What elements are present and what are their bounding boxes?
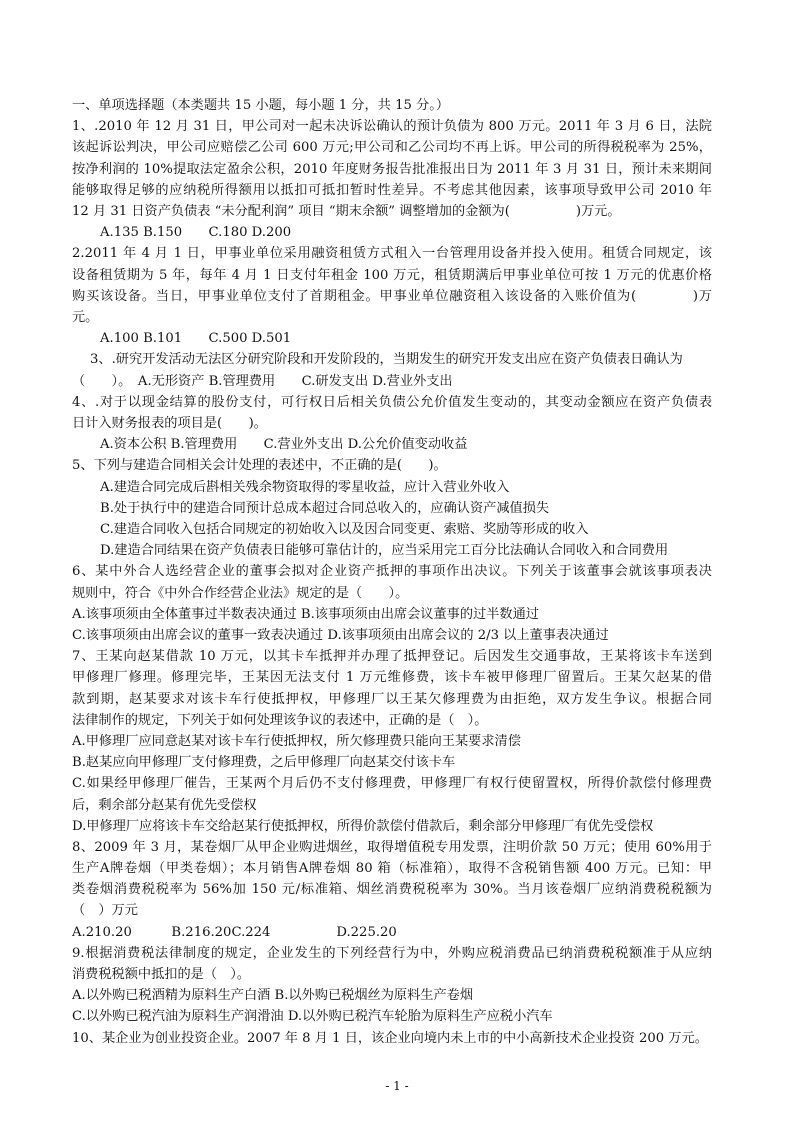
text-line: 12 月 31 日资产负债表 “未分配利润” 项目 “期末余额” 调整增加的金额为( )万元。 [72,203,621,219]
document-body [72,95,712,1049]
text-line: C.以外购已税汽油为原料生产润滑油 D.以外购已税汽车轮胎为原料生产应税小汽车 [72,1009,553,1025]
text-line: A.甲修理厂应同意赵某对该卡车行使抵押权，所欠修理费只能向王某要求清偿 [72,733,521,749]
text-line: 购买该设备。当日，甲事业单位支付了首期租金。甲事业单位融资租入该设备的入账价值为( )万 [72,288,712,304]
text-line: C.该事项须由出席会议的董事一致表决通过 D.该事项须由出席会议的 2/3 以上董事表决通过 [72,627,609,643]
text-line: 8、2009 年 3 月，某卷烟厂从甲企业购进烟丝，取得增值税专用发票，注明价款 50 万元；使用 60%用于 [72,839,712,855]
text-line: 规则中，符合《中外合作经营企业法》规定的是（ ）。 [72,585,409,601]
text-line: A.以外购已税酒精为原料生产白酒 B.以外购已税烟丝为原料生产卷烟 [72,988,474,1004]
text-line: C.建造合同收入包括合同规定的初始收入以及因合同变更、索赔、奖励等形成的收入 [100,521,589,537]
text-line: B.赵某应向甲修理厂支付修理费，之后甲修理厂向赵某交付该卡车 [72,755,456,771]
text-line: A.该事项须由全体董事过半数表决通过 B.该事项须由出席会议董事的过半数通过 [72,606,539,622]
text-line: 2.2011 年 4 月 1 日，甲事业单位采用融资租赁方式租入一台管理用设备并投入使用。租赁合同规定，该 [72,246,712,262]
text-line: 3、.研究开发活动无法区分研究阶段和开发阶段的，当期发生的研究开发支出应在资产负债表日确认为 [90,352,683,368]
text-line: 1、.2010 年 12 月 31 日，甲公司对一起未决诉讼确认的预计负债为 800 万元。2011 年 3 月 6 日，法院 [72,119,712,135]
text-line: 类卷烟消费税税率为 56%加 150 元/标准箱、烟丝消费税税率为 30%。当月该卷烟厂应纳消费税税额为 [72,882,712,898]
text-line: A.210.20 B.216.20C.224 D.225.20 [72,924,397,940]
text-line: 款到期，赵某要求对该卡车行使抵押权，甲修理厂以王某欠修理费为由拒绝，双方发生争议。根据合同 [72,691,712,707]
text-line: A.资本公积 B.管理费用 C.营业外支出 D.公允价值变动收益 [100,437,468,453]
text-line: 消费税税额中抵扣的是（ ）。 [72,967,251,983]
text-line: 元。 [72,309,99,325]
text-line: 一、单项选择题（本类题共 15 小题，每小题 1 分，共 15 分。） [72,98,450,113]
text-line: A.100 B.101 C.500 D.501 [100,331,292,347]
text-line: B.处于执行中的建造合同预计总成本超过合同总收入的，应确认资产减值损失 [100,500,550,516]
text-line: （ ）万元 [72,903,138,919]
text-line: 5、下列与建造合同相关会计处理的表述中，不正确的是( )。 [72,458,447,474]
text-line: A.135 B.150 C.180 D.200 [100,225,292,241]
text-line: D.甲修理厂应将该卡车交给赵某行使抵押权，所得价款偿付借款后，剩余部分甲修理厂有优先受偿权 [72,818,654,834]
text-line: 7、王某向赵某借款 10 万元，以其卡车抵押并办理了抵押登记。后因发生交通事故，王某将该卡车送到 [72,649,712,665]
text-line: 法律制作的规定，下列关于如何处理该争议的表述中，正确的是（ ）。 [72,712,488,728]
text-line: （ ）。 A.无形资产 B.管理费用 C.研发支出 D.营业外支出 [72,373,453,389]
text-line: 4、.对于以现金结算的股份支付，可行权日后相关负债公允价值发生变动的，其变动金额应在资产负债表 [72,394,712,410]
text-line: 9.根据消费税法律制度的规定，企业发生的下列经营行为中，外购应税消费品已纳消费税税额准于从应纳 [72,945,712,961]
text-line: 设备租赁期为 5 年，每年 4 月 1 日支付年租金 100 万元，租赁期满后甲事业单位可按 1 万元的优惠价格 [72,267,712,283]
text-line: D.建造合同结果在资产负债表日能够可靠估计的，应当采用完工百分比法确认合同收入和合同费用 [100,543,669,559]
text-line: 能够取得足够的应纳税所得额用以抵扣可抵扣暂时性差异。不考虑其他因素，该事项导致甲公司 2010 年 [72,182,712,198]
text-line: 该起诉讼判决，甲公司应赔偿乙公司 600 万元;甲公司和乙公司均不再上诉。甲公司的所得税税率为 25%， [72,140,712,156]
text-line: 生产A牌卷烟（甲类卷烟）；本月销售A牌卷烟 80 箱（标准箱），取得不含税销售额 400 万元。已知：甲 [72,861,712,877]
text-line: 10、某企业为创业投资企业。2007 年 8 月 1 日，该企业向境内未上市的中小高新技术企业投资 200 万元。 [72,1030,708,1046]
text-line: 后，剩余部分赵某有优先受偿权 [72,797,257,813]
text-line: 按净利润的 10%提取法定盈余公积，2010 年度财务报告批准报出日为 2011 年 3 月 31 日，预计未来期间 [72,161,712,177]
page-number: - 1 - [385,1079,409,1093]
text-line: 6、某中外合人选经营企业的董事会拟对企业资产抵押的事项作出决议。下列关于该董事会就该事项表决 [72,564,712,580]
text-line: 日计入财务报表的项目是( )。 [72,415,267,431]
text-line: C.如果经甲修理厂催告，王某两个月后仍不支付修理费，甲修理厂有权行使留置权，所得价款偿付修理费 [72,776,712,792]
text-line: A.建造合同完成后斟相关残余物资取得的零星收益，应计入营业外收入 [100,479,510,495]
text-line: 甲修理厂修理。修理完毕，王某因无法支付 1 万元维修费，该卡车被甲修理厂留置后。王某欠赵某的借 [72,670,712,686]
